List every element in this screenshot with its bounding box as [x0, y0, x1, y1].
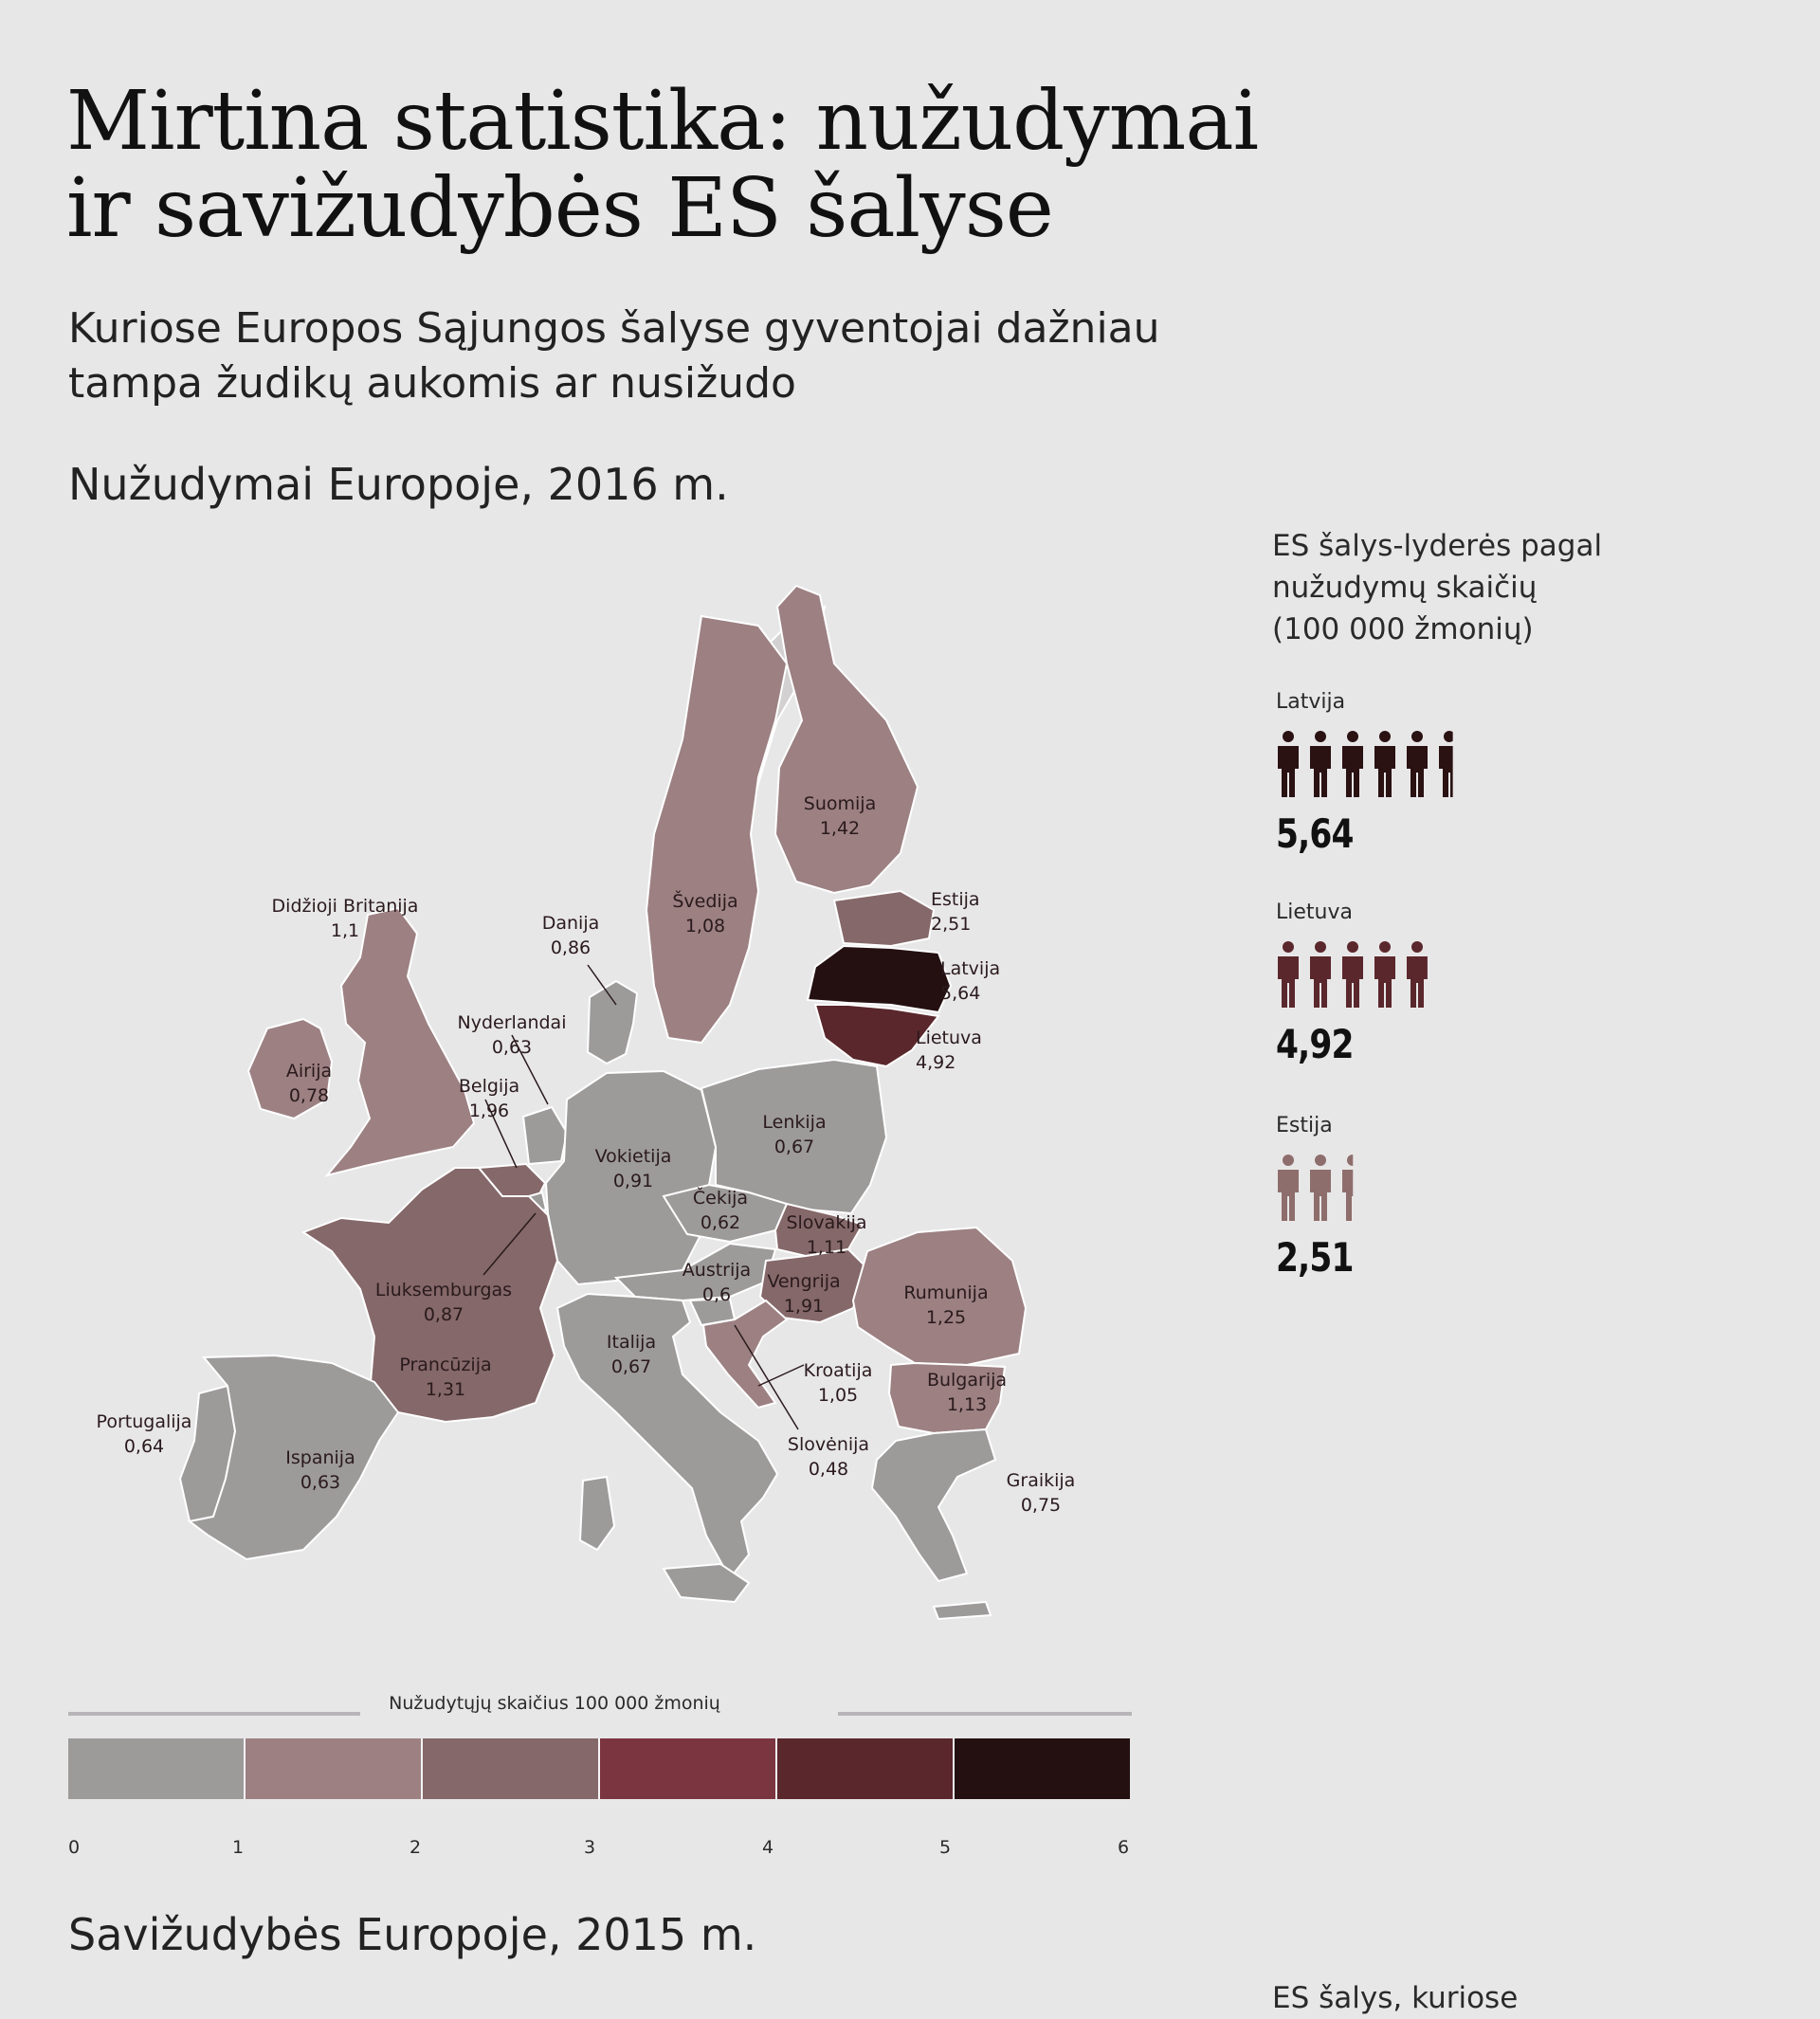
europe-map: [0, 559, 1232, 1649]
legend-tick: 0: [67, 1837, 81, 1858]
country-label: Latvija: [940, 958, 1001, 979]
country-label: Rumunija: [903, 1282, 989, 1303]
country-value: 0,62: [700, 1212, 741, 1233]
country-label: Bulgarija: [926, 1370, 1008, 1391]
legend-rule-left: [68, 1712, 360, 1716]
section-title-murders: Nužudymai Europoje, 2016 m.: [68, 459, 729, 510]
country-label: Slovėnija: [787, 1434, 870, 1455]
person-icon: [1278, 941, 1299, 1008]
country-value: 1,08: [684, 916, 726, 937]
person-icon: [1310, 941, 1331, 1008]
country-label: Airija: [285, 1061, 333, 1082]
country-value: 0,64: [123, 1436, 165, 1457]
leader-value: 5,64: [1276, 810, 1354, 857]
section-title-suicides: Savižudybės Europoje, 2015 m.: [68, 1909, 757, 1960]
leader-name: Latvija: [1276, 690, 1346, 714]
leader-name: Lietuva: [1276, 900, 1353, 924]
country-value: 0,86: [550, 937, 592, 958]
country-label: Belgija: [458, 1076, 520, 1097]
country-label: Ispanija: [285, 1447, 355, 1468]
person-icon: [1310, 1155, 1331, 1221]
country-value: 1,91: [783, 1296, 825, 1317]
legend-swatch: [68, 1738, 246, 1799]
country-value: 1,25: [925, 1307, 967, 1328]
person-icon: [1278, 731, 1299, 797]
subtitle-line-1: Kuriose Europos Sąjungos šalyse gyventojai dažniau: [68, 304, 1160, 353]
legend-tick: 6: [1117, 1837, 1130, 1858]
legend-tick: 4: [761, 1837, 774, 1858]
country-value: 1,31: [425, 1379, 466, 1400]
country-shape-denmark: [588, 981, 637, 1064]
country-value: 1,1: [330, 920, 360, 941]
country-label: Lenkija: [762, 1112, 827, 1133]
country-label: Estija: [931, 889, 980, 910]
country-shape-sweden: [646, 616, 787, 1043]
country-shape-crete: [934, 1602, 991, 1619]
page-subtitle: [68, 301, 1160, 411]
title-line-1: Mirtina statistika: nužudymai: [66, 74, 1259, 169]
country-shape-estonia: [834, 891, 934, 946]
country-value: 2,51: [931, 914, 972, 935]
leader-item: [1276, 1114, 1456, 1281]
leaders-title: [1272, 525, 1602, 650]
legend-color-scale: [68, 1738, 1130, 1799]
country-value: 0,67: [774, 1137, 815, 1157]
country-value: 0,78: [288, 1085, 330, 1106]
country-value: 0,63: [300, 1472, 341, 1493]
country-label: Vokietija: [594, 1146, 672, 1167]
person-icon: [1407, 941, 1428, 1008]
legend-swatch: [246, 1738, 423, 1799]
country-label: Didžioji Britanija: [271, 896, 419, 917]
person-icon: [1374, 941, 1395, 1008]
legend-tick: 5: [938, 1837, 952, 1858]
country-label: Švedija: [672, 891, 738, 912]
legend-tick: 2: [409, 1837, 422, 1858]
page-title: [66, 74, 1259, 256]
legend-rule-right: [838, 1712, 1132, 1716]
country-label: Kroatija: [803, 1360, 873, 1381]
country-value: 1,11: [806, 1237, 847, 1258]
country-value: 1,05: [817, 1385, 859, 1406]
legend-caption: Nužudytųjų skaičius 100 000 žmonių: [389, 1693, 720, 1714]
leader-item: [1276, 900, 1456, 1067]
country-label: Prancūzija: [399, 1355, 492, 1375]
country-value: 0,67: [610, 1356, 652, 1377]
person-icon: [1439, 731, 1456, 797]
legend-swatch: [600, 1738, 777, 1799]
country-shape-greece: [872, 1429, 995, 1581]
leader-value: 4,92: [1276, 1021, 1354, 1067]
country-value: 4,92: [916, 1052, 956, 1073]
suicide-leaders-title: ES šalys, kuriose: [1272, 1981, 1519, 2015]
country-shape-finland: [775, 586, 918, 893]
leader-name: Estija: [1276, 1114, 1333, 1137]
country-shape-united-kingdom: [327, 908, 474, 1175]
country-label: Lietuva: [916, 1028, 982, 1048]
country-value: 0,6: [701, 1284, 732, 1305]
country-value: 1,42: [819, 818, 861, 839]
leader-value: 2,51: [1276, 1234, 1354, 1281]
legend-swatch: [777, 1738, 955, 1799]
subtitle-line-2: tampa žudikų aukomis ar nusižudo: [68, 359, 796, 408]
country-label: Čekija: [692, 1188, 749, 1209]
legend-tick: 3: [583, 1837, 596, 1858]
country-shape-sardinia: [580, 1477, 614, 1550]
person-icon: [1342, 1155, 1363, 1221]
people-pictogram: [1276, 941, 1456, 1010]
country-value: 1,96: [468, 1100, 510, 1121]
people-pictogram: [1276, 731, 1456, 799]
country-value: 0,75: [1020, 1495, 1062, 1516]
country-value: 5,64: [940, 983, 981, 1004]
country-label: Graikija: [1006, 1470, 1076, 1491]
country-label: Italija: [606, 1332, 657, 1353]
country-label: Portugalija: [96, 1411, 192, 1432]
leaders-title-line-2: nužudymų skaičių: [1272, 571, 1538, 605]
legend-swatch: [955, 1738, 1130, 1799]
legend-swatch: [423, 1738, 600, 1799]
country-value: 0,91: [612, 1171, 654, 1191]
country-shape-latvia: [808, 946, 951, 1012]
country-value: 1,13: [946, 1394, 988, 1415]
country-label: Liuksemburgas: [374, 1280, 513, 1301]
country-label: Slovakija: [786, 1212, 867, 1233]
country-value: 0,87: [423, 1304, 464, 1325]
people-pictogram: [1276, 1155, 1456, 1223]
leaders-title-line-1: ES šalys-lyderės pagal: [1272, 529, 1603, 563]
person-icon: [1278, 1155, 1299, 1221]
country-label: Nyderlandai: [457, 1012, 567, 1033]
person-icon: [1374, 731, 1395, 797]
person-icon: [1342, 941, 1363, 1008]
person-icon: [1342, 731, 1363, 797]
title-line-2: ir savižudybės ES šalyse: [66, 161, 1053, 256]
country-value: 0,63: [491, 1037, 533, 1058]
country-label: Danija: [541, 913, 600, 934]
person-icon: [1407, 731, 1428, 797]
legend-tick: 1: [231, 1837, 245, 1858]
country-label: Suomija: [803, 793, 877, 814]
country-label: Austrija: [682, 1260, 752, 1281]
country-value: 0,48: [808, 1459, 849, 1480]
leaders-title-line-3: (100 000 žmonių): [1272, 612, 1534, 646]
country-label: Vengrija: [767, 1271, 841, 1292]
person-icon: [1310, 731, 1331, 797]
country-shape-netherlands: [523, 1107, 567, 1164]
leader-item: [1276, 690, 1456, 857]
